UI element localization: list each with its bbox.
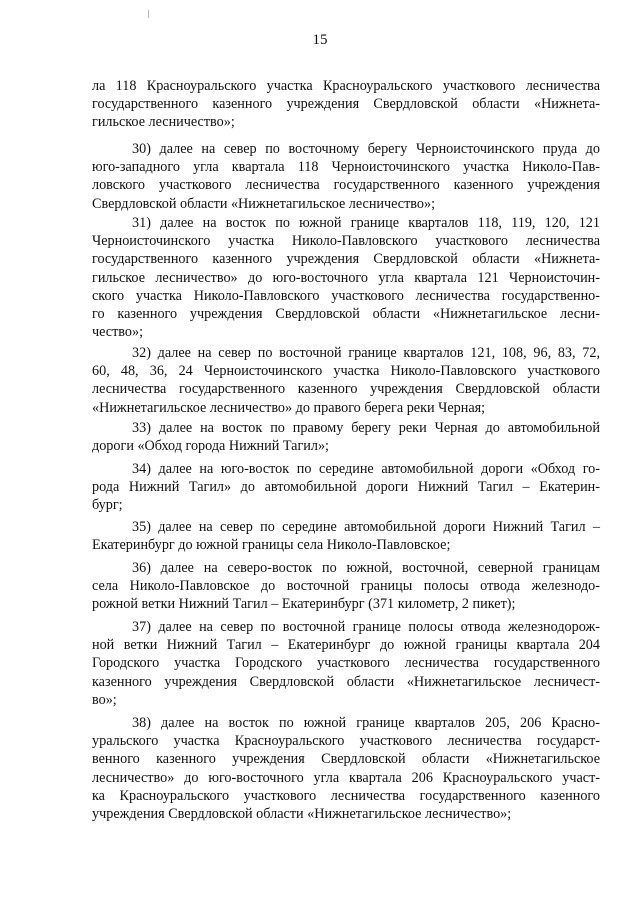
text-line: ла 118 Красноуральского участка Красноуральского участкового лесничества <box>92 78 600 94</box>
text-line: лесничество» до юго-восточного угла квартала 206 Красноуральского участ- <box>92 769 600 786</box>
text-line: ной ветки Нижний Тагил – Екатеринбург до южной границы квартала 204 <box>92 637 600 654</box>
text-line: государственного казенного учреждения Свердловской области «Нижнета- <box>92 251 600 268</box>
text-line: чество»; <box>92 324 144 341</box>
text-line: Городского участка Городского участкового лесничества государственного <box>92 655 600 672</box>
paragraph-item-31 <box>92 214 600 341</box>
text-line: гильское лесничество» до юго-восточного угла квартала 121 Черноисточин- <box>92 269 600 286</box>
text-line: Черноисточинского участка Николо-Павловского участкового лесничества <box>92 233 600 250</box>
text-line: 30) далее на север по восточному берегу Черноисточинского пруда до <box>132 141 600 157</box>
text-line: 33) далее на восток по правому берегу реки Черная до автомобильной <box>132 420 600 436</box>
text-line: Екатеринбург до южной границы села Николо-Павловское; <box>92 537 451 554</box>
text-line: дороги «Обход города Нижний Тагил»; <box>92 438 329 455</box>
text-line: села Николо-Павловское до восточной границы полосы отвода железнодо- <box>92 578 600 595</box>
text-line: во»; <box>92 691 117 708</box>
paragraph-item-30 <box>92 140 600 213</box>
text-line: Свердловской области «Нижнетагильское лесничество»; <box>92 195 436 212</box>
text-line: ка Красноуральского участкового лесничества государственного казенного <box>92 787 600 804</box>
text-line: 31) далее на восток по южной границе кварталов 118, 119, 120, 121 <box>132 215 600 231</box>
paragraph-item-36 <box>92 559 600 614</box>
text-line: лесничества государственного казенного учреждения Свердловской области <box>92 381 600 398</box>
text-line: 60, 48, 36, 24 Черноисточинского участка Николо-Павловского участкового <box>92 363 600 380</box>
paragraph-item-35 <box>92 518 600 554</box>
text-line: 35) далее на север по середине автомобильной дороги Нижний Тагил – <box>132 519 600 535</box>
text-line: «Нижнетагильское лесничество» до правого берега реки Черная; <box>92 399 486 416</box>
paragraph-item-33 <box>92 419 600 455</box>
paragraph-item-37 <box>92 618 600 709</box>
text-line: 37) далее на север по восточной границе полосы отвода железнодорож- <box>132 619 600 635</box>
text-line: ского участка Николо-Павловского участкового лесничества государственно- <box>92 287 600 304</box>
paragraph-item-32 <box>92 344 600 417</box>
text-line: учреждения Свердловской области «Нижнетагильское лесничество»; <box>92 806 512 823</box>
text-line: го казенного учреждения Свердловской области «Нижнетагильское лесни- <box>92 306 600 323</box>
page-number: 15 <box>312 32 328 48</box>
text-line: бург; <box>92 497 123 514</box>
text-line: уральского участка Красноуральского участкового лесничества государст- <box>92 733 600 750</box>
text-line: ловского участкового лесничества государственного казенного учреждения <box>92 177 600 194</box>
text-line: венного казенного учреждения Свердловской области «Нижнетагильское <box>92 751 600 768</box>
paragraph-item-38 <box>92 714 600 823</box>
scan-mark <box>148 10 149 18</box>
paragraph-item-34 <box>92 460 600 515</box>
text-line: государственного казенного учреждения Свердловской области «Нижнета- <box>92 96 600 113</box>
text-line: 32) далее на север по восточной границе кварталов 121, 108, 96, 83, 72, <box>132 345 600 361</box>
text-line: 38) далее на восток по южной границе кварталов 205, 206 Красно- <box>132 715 600 731</box>
text-line: юго-западного угла квартала 118 Черноисточинского участка Николо-Пав- <box>92 159 600 176</box>
text-line: рода Нижний Тагил» до автомобильной дороги Нижний Тагил – Екатерин- <box>92 479 600 496</box>
paragraph-continuation <box>92 77 600 132</box>
text-line: рожной ветки Нижний Тагил – Екатеринбург (371 километр, 2 пикет); <box>92 596 516 613</box>
text-line: гильское лесничество»; <box>92 114 235 131</box>
text-line: 34) далее на юго-восток по середине автомобильной дороги «Обход го- <box>132 461 600 477</box>
text-line: казенного учреждения Свердловской области «Нижнетагильское лесничест- <box>92 673 600 690</box>
text-line: 36) далее на северо-восток по южной, восточной, северной границам <box>132 560 600 576</box>
